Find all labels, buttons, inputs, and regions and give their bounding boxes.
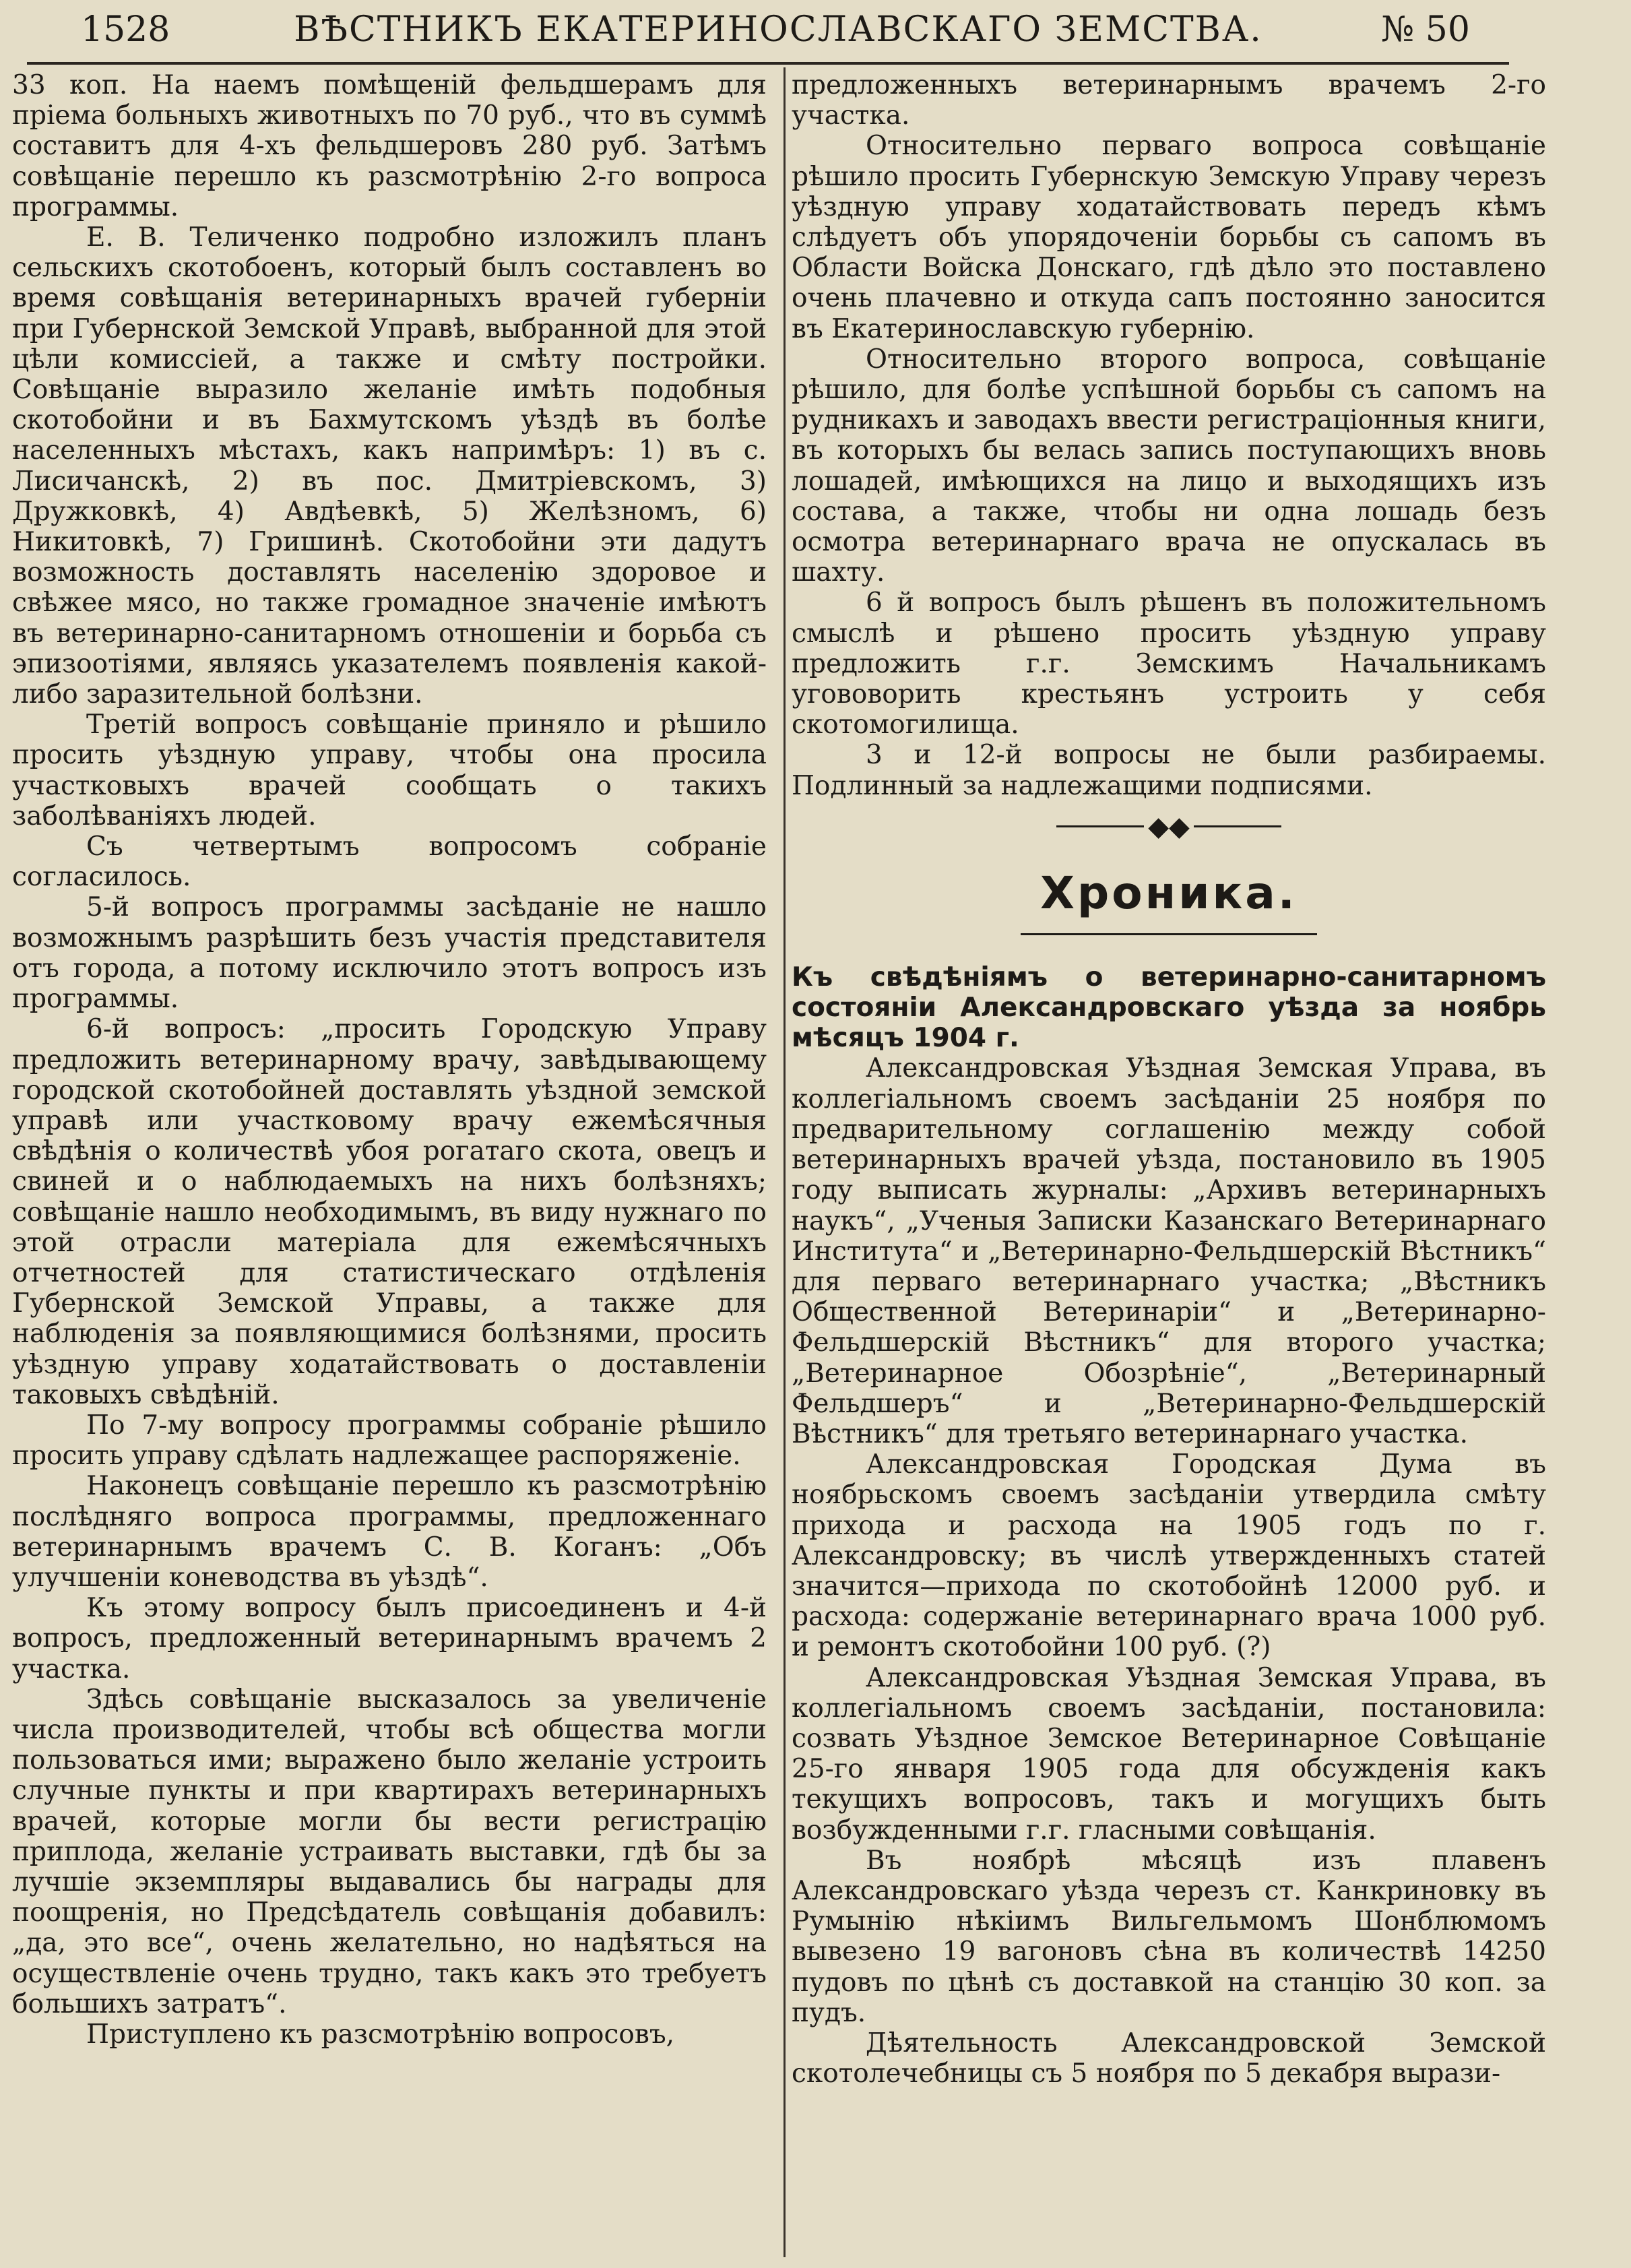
right-column [792, 70, 1546, 2260]
article-title: Къ свѣдѣніямъ о ветеринарно-санитарномъ состояніи Александровскаго уѣзда за ноябрь мѣсяцъ 1904 г. [792, 962, 1546, 1054]
left-column [12, 70, 767, 2260]
ornament-line-right [1194, 825, 1281, 827]
running-title: ВѢСТНИКЪ ЕКАТЕРИНОСЛАВСКАГО ЗЕМСТВА. [294, 9, 1262, 50]
page-header [0, 5, 1631, 61]
paragraph: Приступлено къ разсмотрѣнію вопросовъ, [86, 2019, 675, 2050]
column-divider [783, 67, 786, 2257]
paragraph: Третій вопросъ совѣщаніе приняло и рѣшило просить уѣздную управу, чтобы она просила участковыхъ врачей сообщать о такихъ заболѣваніяхъ людей. [12, 710, 767, 831]
ornament-line-left [1056, 825, 1144, 827]
paragraph: Александровская Городская Дума въ ноябрьскомъ своемъ засѣданіи утвердила смѣту прихода и расхода на 1905 годъ по г. Александровску; въ числѣ утвержденныхъ статей значится—прихода по скотобойнѣ 12000 руб. и расхода: содержаніе ветеринарнаго врача 1000 руб. и ремонтъ скотобойни 100 руб. (?) [792, 1449, 1546, 1663]
ornament-mark: ◆◆ [1148, 811, 1190, 842]
paragraph: Къ этому вопросу былъ присоединенъ и 4-й вопросъ, предложенный ветеринарнымъ врачемъ 2 участка. [12, 1593, 767, 1684]
paragraph: Здѣсь совѣщаніе высказалось за увеличеніе числа производителей, чтобы всѣ общества могли пользоваться ими; выражено было желаніе устроить случные пункты и при квартирахъ ветеринарныхъ врачей, которые могли бы вести регистрацію приплода, желаніе устраивать выставки, гдѣ бы за лучшіе экземпляры выдавались бы награды для поощренія, но Предсѣдатель совѣщанія добавилъ: „да, это все“, очень желательно, но надѣяться на осуществленіе очень трудно, такъ какъ это требуетъ большихъ затратъ“. [12, 1684, 767, 2019]
section-title-rule [1021, 933, 1317, 935]
paragraph: предложенныхъ ветеринарнымъ врачемъ 2-го участка. [792, 70, 1546, 131]
paragraph: 6-й вопросъ: „просить Городскую Управу предложить ветеринарному врачу, завѣдывающему городской скотобойней доставлять уѣздной земской управѣ или участковому врачу ежемѣсячныя свѣдѣнія о количествѣ убоя рогатаго скота, овецъ и свиней и о наблюдаемыхъ на нихъ болѣзняхъ; совѣщаніе нашло необходимымъ, въ виду нужнаго по этой отрасли матеріала для ежемѣсячныхъ отчетностей для статистическаго отдѣленія Губернской Земской Управы, а также для наблюденія за появляющимися болѣзнями, просить уѣздную управу ходатайствовать о доставленіи таковыхъ свѣдѣній. [12, 1014, 767, 1410]
paragraph: Дѣятельность Александровской Земской скотолечебницы съ 5 ноября по 5 декабря вырази- [792, 2027, 1546, 2089]
paragraph: 5-й вопросъ программы засѣданіе не нашло возможнымъ разрѣшить безъ участія представителя отъ города, а потому исключило этотъ вопросъ изъ программы. [12, 892, 767, 1015]
paragraph: По 7-му вопросу программы собраніе рѣшило просить управу сдѣлать надлежащее распоряженіе. [12, 1410, 767, 1472]
paragraph: Наконецъ совѣщаніе перешло къ разсмотрѣнію послѣдняго вопроса программы, предложеннаго ветеринарнымъ врачемъ С. В. Коганъ: „Объ улучшеніи коневодства въ уѣздѣ“. [12, 1471, 767, 1593]
page-number: 1528 [81, 9, 170, 50]
paragraph: Александровская Уѣздная Земская Управа, въ коллегіальномъ своемъ засѣданіи, постановила: созвать Уѣздное Земское Ветеринарное Совѣщаніе 25-го января 1905 года для обсужденія какъ текущихъ вопросовъ, такъ и могущихъ быть возбужденными г.г. гласными совѣщанія. [792, 1662, 1546, 1846]
paragraph: 3 и 12-й вопросы не были разбираемы. Подлинный за надлежащими подписями. [792, 740, 1546, 801]
paragraph: Относительно перваго вопроса совѣщаніе рѣшило просить Губернскую Земскую Управу черезъ уѣздную управу ходатайствовать передъ кѣмъ слѣдуетъ объ упорядоченіи борьбы съ сапомъ въ Области Войска Донскаго, гдѣ дѣло это поставлено очень плачевно и откуда сапъ постоянно заносится въ Екатеринославскую губернію. [792, 131, 1546, 344]
paragraph: Въ ноябрѣ мѣсяцѣ изъ плавенъ Александровскаго уѣзда черезъ ст. Канкриновку въ Румынію нѣкіимъ Вильгельмомъ Шонблюмомъ вывезено 19 вагоновъ сѣна въ количествѣ 14250 пудовъ по цѣнѣ съ доставкой на станцію 30 коп. за пудъ. [792, 1845, 1546, 2028]
header-rule [27, 62, 1509, 65]
paragraph: Александровская Уѣздная Земская Управа, въ коллегіальномъ своемъ засѣданіи 25 ноября по предварительному соглашенію между собой ветеринарныхъ врачей уѣзда, постановило въ 1905 году выписать журналы: „Архивъ ветеринарныхъ наукъ“, „Ученыя Записки Казанскаго Ветеринарнаго Института“ и „Ветеринарно-Фельдшерскій Вѣстникъ“ для перваго ветеринарнаго участка; „Вѣстникъ Общественной Ветеринаріи“ и „Ветеринарно-Фельдшерскій Вѣстникъ“ для второго участка; „Ветеринарное Обозрѣніе“, „Ветеринарный Фельдшеръ“ и „Ветеринарно-Фельдшерскій Вѣстникъ“ для третьяго ветеринарнаго участка. [792, 1053, 1546, 1449]
paragraph: Относительно второго вопроса, совѣщаніе рѣшило, для болѣе успѣшной борьбы съ сапомъ на рудникахъ и заводахъ ввести регистраціонныя книги, въ которыхъ бы велась запись поступающихъ вновь лошадей, имѣющихся на лицо и выходящихъ изъ состава, а также, чтобы ни одна лошадь безъ осмотра ветеринарнаго врача не опускалась въ шахту. [792, 344, 1546, 588]
section-title: Хроника. [1040, 867, 1298, 919]
ornament-divider [792, 807, 1546, 847]
issue-number: № 50 [1381, 9, 1470, 50]
paragraph: Е. В. Теличенко подробно изложилъ планъ сельскихъ скотобоенъ, который былъ составленъ во время совѣщанія ветеринарныхъ врачей губерніи при Губернской Земской Управѣ, выбранной для этой цѣли комиссіей, а также и смѣту постройки. Совѣщаніе выразило желаніе имѣть подобныя скотобойни и въ Бахмутскомъ уѣздѣ въ болѣе населенныхъ мѣстахъ, какъ напримѣръ: 1) въ с. Лисичанскѣ, 2) въ пос. Дмитріевскомъ, 3) Дружковкѣ, 4) Авдѣевкѣ, 5) Желѣзномъ, 6) Никитовкѣ, 7) Гришинѣ. Скотобойни эти дадутъ возможность доставлять населенію здоровое и свѣжее мясо, но также громадное значеніе имѣютъ въ ветеринарно-санитарномъ отношеніи и борьба съ эпизоотіями, являясь указателемъ появленія какой-либо заразительной болѣзни. [12, 222, 767, 710]
paragraph: Съ четвертымъ вопросомъ собраніе согласилось. [12, 831, 767, 893]
paragraph: 33 коп. На наемъ помѣщеній фельдшерамъ для пріема больныхъ животныхъ по 70 руб., что въ суммѣ составитъ для 4-хъ фельдшеровъ 280 руб. Затѣмъ совѣщаніе перешло къ разсмотрѣнію 2-го вопроса программы. [12, 70, 767, 222]
paragraph: 6 й вопросъ былъ рѣшенъ въ положительномъ смыслѣ и рѣшено просить уѣздную управу предложить г.г. Земскимъ Начальникамъ угововорить крестьянъ устроить у себя скотомогилища. [792, 588, 1546, 741]
